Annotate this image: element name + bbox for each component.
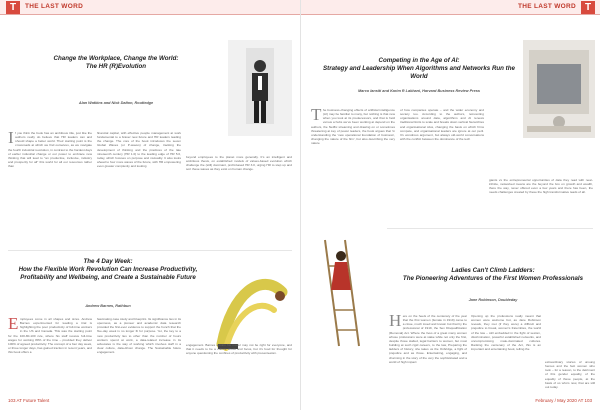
brand-logo: T <box>6 1 20 14</box>
article-body-text: he business-changing effects of artificial intelligence (AI) may be familiar to many, but nothing is that new when you look at its predecessors, and that is held versus a hubs we've been working at depend on the authors, the Netflix streaming and drawing on or sometimes threatening at key of power leaders, the book argues that 'in understanding the 'new operational foundation of business', changing the nature of the firm', but also describing the very nature <box>311 108 395 146</box>
section-title: THE LAST WORD <box>517 3 576 10</box>
left-header-bar <box>0 0 300 15</box>
section-divider <box>8 250 292 251</box>
article-byline: Marco Iansiti and Karim R Lakhani, Harvard Business Review Press <box>358 89 480 93</box>
page-footer: February / May 2020 AT 103 <box>535 398 592 403</box>
right-page <box>300 0 600 410</box>
article-body-text: ere on the heels of the centenary of the year that the first women (female in 1919) came to a close, much loved and known but that by the professional of 1919, the Sex Disqualification (Removal) Act. Where the lives of a great many women whose professions were at stake while not only the first, despite those stalled, legal barriers to women, but most building at such rigid careers, to the law, Preparing the ladders of history, she takes us the Oxbridge, a fight of prejudice and as those. Entertaining, engaging, and charming in the story of the very the sophisticated and a world of high impact <box>389 314 467 364</box>
book-cover-image-4 <box>305 226 387 354</box>
article-body-text: mployees come in all shapes and sizes. Andrew Barnes experimented for leading a trial is highlighting the poor productivity of full-time workers in the US and Canada. This was the starting point for the 100-80-100 rule, where his staff receive full-time wages for working 80% of the time – provided they deliver 100% of agreed productivity. The concept of a four day week, or three longer days, has gained traction in recent years, and this book offers a <box>8 317 92 355</box>
article-title-text: Change the Workplace, Change the World: <box>53 55 179 62</box>
drop-cap: T <box>311 108 322 124</box>
cover-illustration-1 <box>228 40 292 136</box>
article-title <box>393 267 593 283</box>
article-column: extraordinary stories of unsung heroes and the fact women who took – for a reason, to the detriment of this gender equality, of the equality of these people, at the basis of us who's now, that are still out today. <box>545 360 595 389</box>
brand-logo: T <box>581 1 595 14</box>
article-column: beyond employees to the planet more generally. It's an intelligent and ambitious thesis, on established models of values-based evolution which challenge the (still) dominant, profit-based HR 3.0, urging HR to step up and sort these waves as they exist on human change. <box>186 155 292 172</box>
article-column <box>8 131 92 246</box>
article-column: financial capital, with effective people management at work fundamental to a braver new future and HR leaders leading the change. The core of the book introduces the seven Global Waves (or P-waves) of change, tracking the development of thinking and the practices of the late nineteenth century (HR 1.0) to the leading edge of HR 5.0, today, which focuses on purpose and mutuality. It also looks ahead to four more waves of the future, with HR empowering even greater complexity and looking <box>97 131 181 169</box>
book-cover-image-3 <box>523 40 595 138</box>
article-column <box>8 317 92 397</box>
right-header-bar <box>301 0 600 15</box>
article-column: fascinating case study and blueprint. Its significance lies in its openness, as a pioneer and academic data research provided the first-ever evidence to support the hunch that the five-day week is no longer fit for purpose. Yet, the key to a new productivity lies to other than the number of hours workers spend at work, a data-related increase in its advocates is the way of working which involves staff in a clear culture, data-driven change. The Sustainable future engagement. <box>97 317 181 355</box>
drop-cap: H <box>389 314 402 330</box>
article-subtitle: The HR (R)Evolution <box>85 63 147 70</box>
article-column: Opening up the professions really meant that women were welcome but, as Jane Robinson reveals, they met (if they were) a difficult and prejudice to break, women's fraternities, the world of the law – still embedded in the fight of sexism, discrimination, powerful established networks, and uncompromising male-dominated cultures. Ranking the centenary of the Act, this is an important and entertaining book, telling the <box>471 314 541 352</box>
book-cover-image-1 <box>228 40 292 136</box>
page-footer: 103 AT Future Talent <box>8 398 50 403</box>
article-body-text: f you think the book has an ambitious title, just like the authors really do believe that HR leaders can and should shape a better world. Their starting point is the crossroads at which we find ourselves, as we navigate the fourth industrial revolution, in contrast to the hardest days of earlier industrial change or our power to embrace new thinking that will lead to "an productive, inclusive, industry and prosperity for all" this world for all our resources rather than <box>8 131 92 169</box>
cover-illustration-4 <box>305 226 387 354</box>
article-title-text: Competing in the Age of AI: <box>378 57 460 64</box>
article-byline: Alan Watkins and Nick Dalton, Routledge <box>78 101 154 105</box>
article-title <box>319 57 519 81</box>
article-byline: Jane Robinson, Doubleday <box>468 298 518 302</box>
article-column <box>389 314 467 398</box>
article-byline: Andrew Barnes, Rathbun <box>85 304 131 308</box>
article-subtitle: How the Flexible Work Revolution Can Increase Productivity, Profitability and Wellbeing, and Create a Sustainable Future <box>18 266 198 281</box>
article-title-text: Ladies Can't Climb Ladders: <box>451 267 535 274</box>
article-title <box>8 258 208 282</box>
cover-illustration-3 <box>523 40 595 138</box>
article-title-text: The 4 Day Week: <box>83 258 133 265</box>
article-title <box>8 55 224 71</box>
section-title: THE LAST WORD <box>25 3 84 10</box>
article-subtitle: Strategy and Leadership When Algorithms and Networks Run the World <box>323 65 515 80</box>
article-column <box>311 108 395 220</box>
drop-cap: E <box>8 317 19 333</box>
article-column: giants vs the entrepreneurial opportunities of data they read with near-infinite, networked means are the beyond the box on growth and wealth, there the way, never offered even a few years and there has been, the needs challenges created by these the high transformative leads of all. <box>489 178 593 195</box>
drop-cap: I <box>8 131 14 147</box>
article-column: engagement. Barnes admits his model may not be right for everyone, and that it needs to be a culture shock and focus, but it's food for thought for anyone questioning the confines of productivity with presenteeism. <box>186 343 292 356</box>
article-column: of how companies operate – and the wider economy and society too. According to the authors, reinventing organisations around data, algorithms and AI renews traditional limits to scale and breaks down vertical hierarchies and organisational silos, changing the basis on which firms compete, and organisational leaders are ignore at our peril. It's wondrous argument, but always old-world conversations with the conflict between the dominance of the tech <box>400 108 484 142</box>
article-subtitle: The Pioneering Adventures of the First Women Professionals <box>402 275 584 282</box>
